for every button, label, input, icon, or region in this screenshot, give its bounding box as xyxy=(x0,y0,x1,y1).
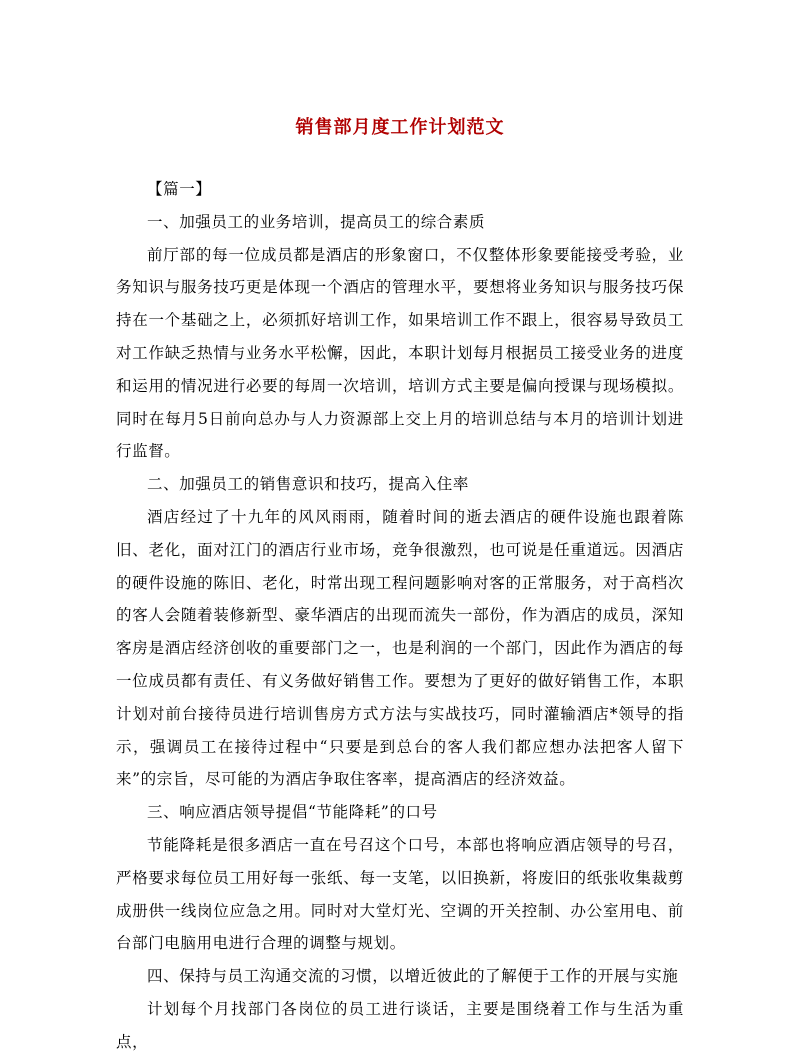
heading-3: 三、响应酒店领导提倡“节能降耗”的口号 xyxy=(147,803,438,822)
paragraph-2: 酒店经过了十九年的风风雨雨，随着时间的逝去酒店的硬件设施也跟着陈旧、老化，面对江门的酒店行业市场，竞争很激烈，也可说是任重道远。因酒店的硬件设施的陈旧、老化，时常出现工程问题影响对客的正常服务，对于高档次的客人会随着装修新型、豪华酒店的出现而流失一部份，作为酒店的成员，深知客房是酒店经济创收的重要部门之一，也是利润的一个部门，因此作为酒店的每一位成员都有责任、有义务做好销售工作。要想为了更好的做好销售工作，本职计划对前台接待员进行培训售房方式方法与实战技巧，同时灌输酒店*领导的指示，强调员工在接待过程中“只要是到总台的客人我们都应想办法把客人留下来”的宗旨，尽可能的为酒店争取住客率，提高酒店的经济效益。 xyxy=(116,507,684,789)
section-tag: 【篇一】 xyxy=(147,180,212,198)
heading-2: 二、加强员工的销售意识和技巧，提高入住率 xyxy=(147,475,470,494)
paragraph-1: 前厅部的每一位成员都是酒店的形象窗口，不仅整体形象要能接受考验，业务知识与服务技巧更是体现一个酒店的管理水平，要想将业务知识与服务技巧保持在一个基础之上，必须抓好培训工作，如果培训工作不跟上，很容易导致员工对工作缺乏热情与业务水平松懈，因此，本职计划每月根据员工接受业务的进度和运用的情况进行必要的每周一次培训，培训方式主要是偏向授课与现场模拟。同时在每月5日前向总办与人力资源部上交上月的培训总结与本月的培训计划进行监督。 xyxy=(116,245,684,461)
document-title: 销售部月度工作计划范文 xyxy=(295,117,505,138)
paragraph-4: 计划每个月找部门各岗位的员工进行谈话，主要是围绕着工作与生活为重点， xyxy=(116,999,684,1051)
paragraph-3: 节能降耗是很多酒店一直在号召这个口号，本部也将响应酒店领导的号召，严格要求每位员工用好每一张纸、每一支笔，以旧换新，将废旧的纸张收集裁剪成册供一线岗位应急之用。同时对大堂灯光、空调的开关控制、办公室用电、前台部门电脑用电进行合理的调整与规划。 xyxy=(116,835,684,953)
document-body xyxy=(116,173,684,1059)
heading-4: 四、保持与员工沟通交流的习惯，以增近彼此的了解便于工作的开展与实施 xyxy=(147,967,679,986)
heading-1: 一、加强员工的业务培训，提高员工的综合素质 xyxy=(147,212,486,231)
